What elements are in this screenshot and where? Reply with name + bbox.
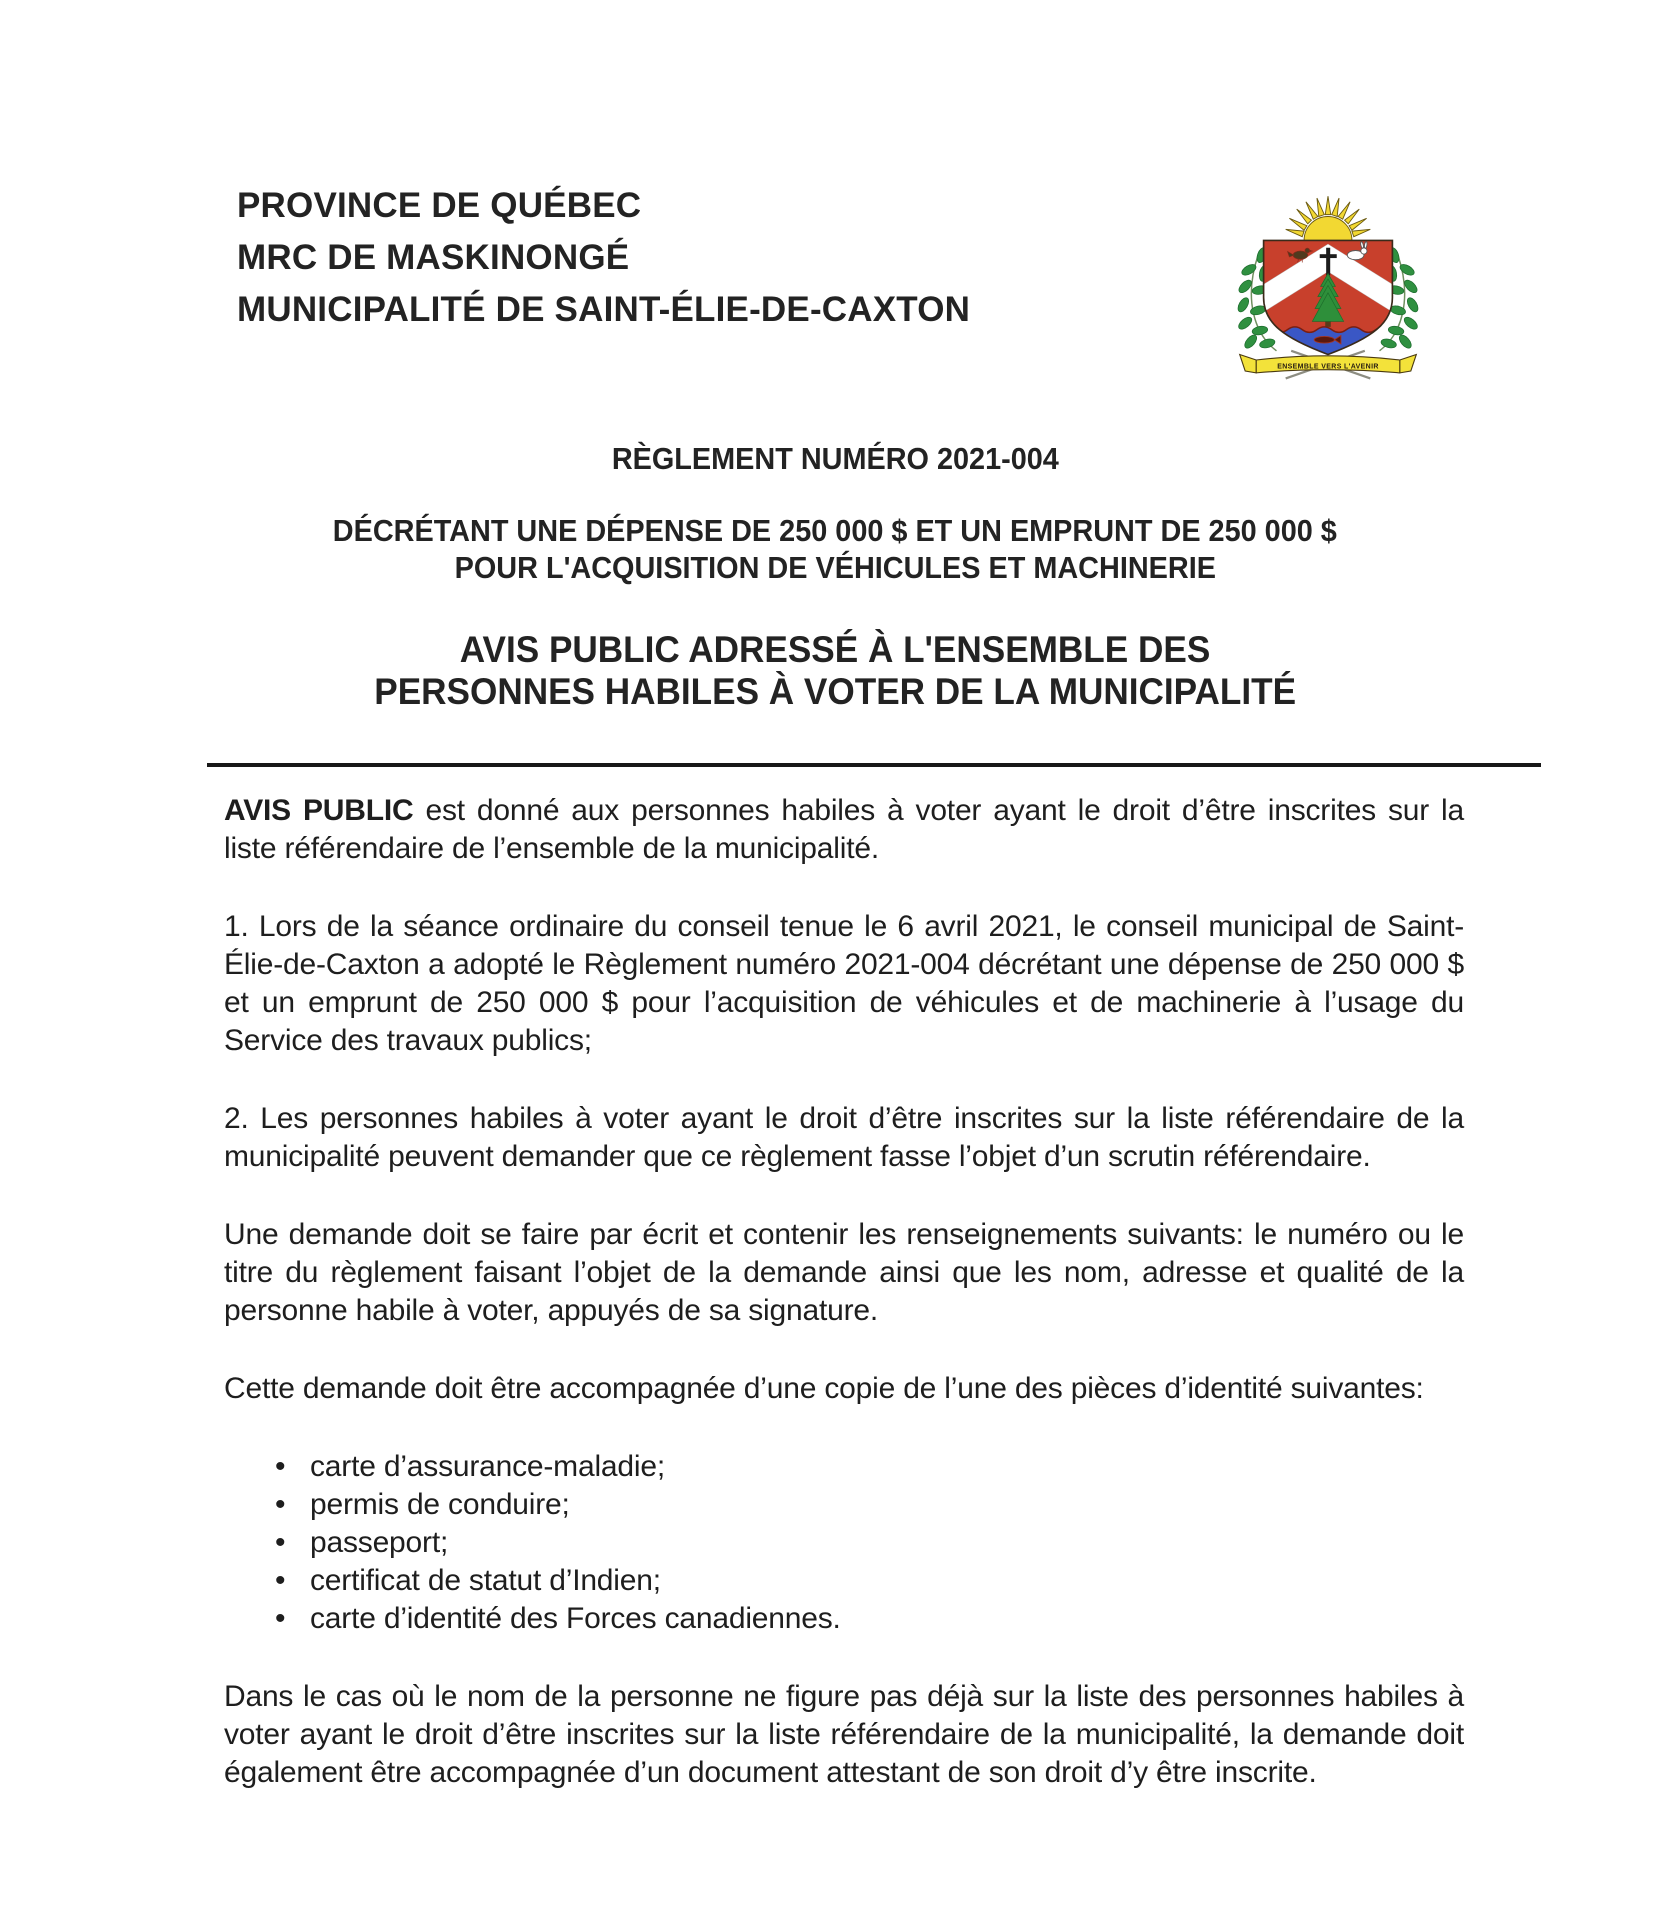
list-item: • permis de conduire; [224, 1486, 1464, 1524]
list-item: • certificat de statut d’Indien; [224, 1562, 1464, 1600]
shield [1254, 239, 1401, 359]
paragraph-2: 2. Les personnes habiles à voter ayant le droit d’être inscrites sur la liste référendaire de la municipalité peuvent demander que ce règlement fasse l’objet d’un scrutin référendaire. [224, 1102, 1464, 1173]
closing-paragraph: Dans le cas où le nom de la personne ne figure pas déjà sur la liste des personnes habiles à voter ayant le droit d’être inscrites sur la liste référendaire de la municipalité, la demande doit également être accompagnée d’un document attestant de son droit d’y être inscrite. [224, 1680, 1464, 1789]
public-notice-heading: AVIS PUBLIC ADRESSÉ À L'ENSEMBLE DES PERSONNES HABILES À VOTER DE LA MUNICIPALITÉ [374, 629, 1296, 712]
intro-lead: AVIS PUBLIC [224, 794, 414, 827]
paragraph-1: 1. Lors de la séance ordinaire du conseil tenue le 6 avril 2021, le conseil municipal de Saint-Élie-de-Caxton a adopté le Règlement numéro 2021-004 décrétant une dépense de 250 000 $ et un emprunt de 250 000 $ pour l’acquisition de véhicules et de machinerie à l’usage du Service des travaux publics; [224, 910, 1464, 1057]
letterhead-province: PROVINCE DE QUÉBEC [237, 186, 642, 225]
list-item: • carte d’assurance-maladie; [224, 1448, 1464, 1486]
motto-text: ENSEMBLE VERS L'AVENIR [1277, 363, 1379, 371]
intro-paragraph [224, 792, 1464, 868]
letterhead-municipality: MUNICIPALITÉ DE SAINT-ÉLIE-DE-CAXTON [237, 290, 971, 329]
bylaw-subject-title: DÉCRÉTANT UNE DÉPENSE DE 250 000 $ ET UN EMPRUNT DE 250 000 $ POUR L'ACQUISITION DE VÉHICULES ET MACHINERIE [332, 513, 1338, 585]
intro-rest: est donné aux personnes habiles à voter ayant le droit d’être inscrites sur la liste référendaire de l’ensemble de la municipalité. [224, 794, 1465, 865]
id-documents-list [224, 1448, 1464, 1638]
letterhead [237, 180, 970, 336]
sun-icon [1286, 196, 1371, 240]
paragraph-4: Cette demande doit être accompagnée d’une copie de l’une des pièces d’identité suivantes: [224, 1372, 1424, 1405]
bylaw-number-title: RÈGLEMENT NUMÉRO 2021-004 [611, 441, 1059, 476]
notice-body [224, 792, 1464, 1792]
list-item: • passeport; [224, 1524, 1464, 1562]
divider-rule [207, 763, 1541, 767]
list-item: • carte d’identité des Forces canadiennes. [224, 1600, 1464, 1638]
municipal-coat-of-arms [1236, 196, 1420, 386]
letterhead-mrc: MRC DE MASKINONGÉ [237, 238, 630, 277]
motto-banner [1240, 354, 1417, 372]
paragraph-3: Une demande doit se faire par écrit et contenir les renseignements suivants: le numéro ou le titre du règlement faisant l’objet de la demande ainsi que les nom, adresse et qualité de la personne habile à voter, appuyés de sa signature. [224, 1218, 1464, 1327]
